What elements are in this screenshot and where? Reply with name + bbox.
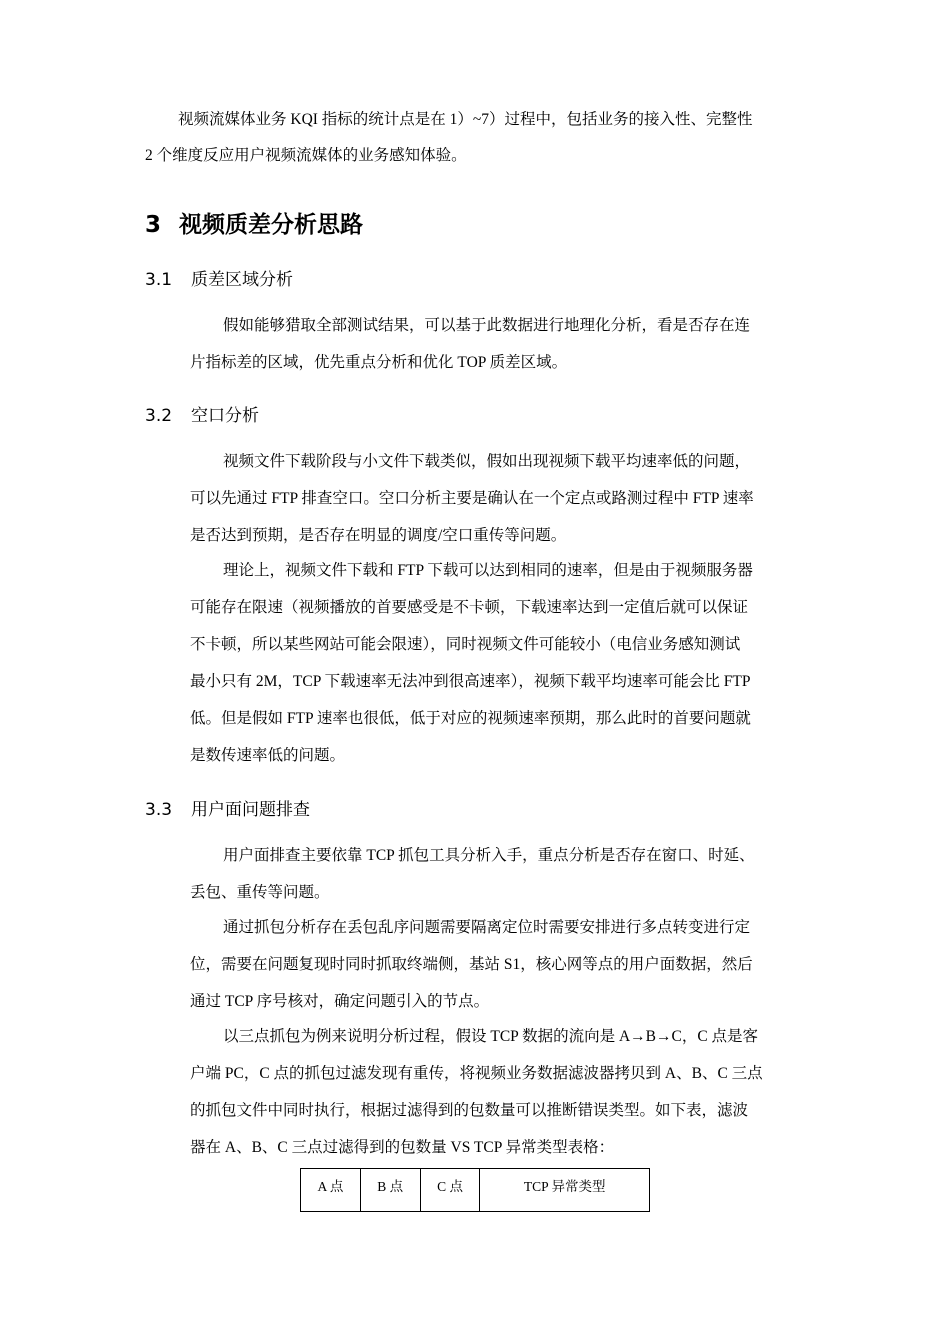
section-title: 空口分析 (191, 406, 259, 426)
paragraph-line: 的抓包文件中同时执行，根据过滤得到的包数量可以推断错误类型。如下表，滤波 (190, 1102, 749, 1119)
section-3-3-paragraph-2 (190, 909, 810, 1020)
table-header-row (301, 1169, 650, 1212)
paragraph-line: 理论上，视频文件下载和 FTP 下载可以达到相同的速率，但是由于视频服务器 (223, 562, 753, 579)
section-3-2-paragraph-2 (190, 552, 810, 774)
paragraph-line: 用户面排查主要依靠 TCP 抓包工具分析入手，重点分析是否存在窗口、时延、 (223, 847, 755, 864)
tcp-exception-table (300, 1168, 650, 1212)
paragraph-line: 不卡顿，所以某些网站可能会限速），同时视频文件可能较小（电信业务感知测试 (190, 636, 741, 653)
section-title: 视频质差分析思路 (179, 212, 363, 238)
paragraph-line: 可能存在限速（视频播放的首要感受是不卡顿，下载速率达到一定值后就可以保证 (190, 599, 749, 616)
section-title: 质差区域分析 (191, 270, 293, 290)
section-3-1-heading (145, 267, 293, 293)
section-number: 3.1 (145, 270, 173, 290)
paragraph-line: 丢包、重传等问题。 (190, 884, 330, 901)
section-3-2-heading (145, 403, 259, 429)
section-number: 3.3 (145, 800, 173, 820)
section-title: 用户面问题排查 (191, 800, 310, 820)
paragraph-line: 片指标差的区域，优先重点分析和优化 TOP 质差区域。 (190, 354, 568, 371)
intro-line: 视频流媒体业务 KQI 指标的统计点是在 1）~7）过程中，包括业务的接入性、完整性 (178, 111, 753, 128)
section-number: 3.2 (145, 406, 173, 426)
paragraph-line: 可以先通过 FTP 排查空口。空口分析主要是确认在一个定点或路测过程中 FTP 速率 (190, 490, 754, 507)
table-header-cell: TCP 异常类型 (480, 1169, 650, 1212)
section-3-3-paragraph-1 (190, 837, 810, 911)
paragraph-line: 是否达到预期，是否存在明显的调度/空口重传等问题。 (190, 527, 567, 544)
paragraph-line: 以三点抓包为例来说明分析过程，假设 TCP 数据的流向是 A→B→C，C 点是客 (223, 1028, 759, 1045)
table-header-cell: B 点 (360, 1169, 420, 1212)
table-header-cell: C 点 (420, 1169, 480, 1212)
section-3-heading (145, 205, 363, 245)
paragraph-line: 位，需要在问题复现时同时抓取终端侧，基站 S1，核心网等点的用户面数据，然后 (190, 956, 753, 973)
section-3-3-paragraph-3 (190, 1018, 810, 1166)
paragraph-line: 最小只有 2M，TCP 下载速率无法冲到很高速率），视频下载平均速率可能会比 FTP (190, 673, 751, 690)
section-3-1-paragraph (190, 307, 810, 381)
section-number: 3 (145, 212, 162, 238)
table-header-cell: A 点 (301, 1169, 361, 1212)
paragraph-line: 通过抓包分析存在丢包乱序问题需要隔离定位时需要安排进行多点转变进行定 (223, 919, 751, 936)
paragraph-line: 是数传速率低的问题。 (190, 747, 346, 764)
section-3-3-heading (145, 797, 310, 823)
paragraph-line: 视频文件下载阶段与小文件下载类似，假如出现视频下载平均速率低的问题， (223, 453, 751, 470)
paragraph-line: 假如能够猎取全部测试结果，可以基于此数据进行地理化分析，看是否存在连 (223, 317, 751, 334)
intro-line: 2 个维度反应用户视频流媒体的业务感知体验。 (145, 147, 467, 164)
section-3-2-paragraph-1 (190, 443, 810, 554)
paragraph-line: 器在 A、B、C 三点过滤得到的包数量 VS TCP 异常类型表格： (190, 1139, 615, 1156)
paragraph-line: 户端 PC，C 点的抓包过滤发现有重传，将视频业务数据滤波器拷贝到 A、B、C 三点 (190, 1065, 763, 1082)
paragraph-line: 低。但是假如 FTP 速率也很低，低于对应的视频速率预期，那么此时的首要问题就 (190, 710, 751, 727)
intro-paragraph (145, 102, 810, 174)
paragraph-line: 通过 TCP 序号核对，确定问题引入的节点。 (190, 993, 490, 1010)
